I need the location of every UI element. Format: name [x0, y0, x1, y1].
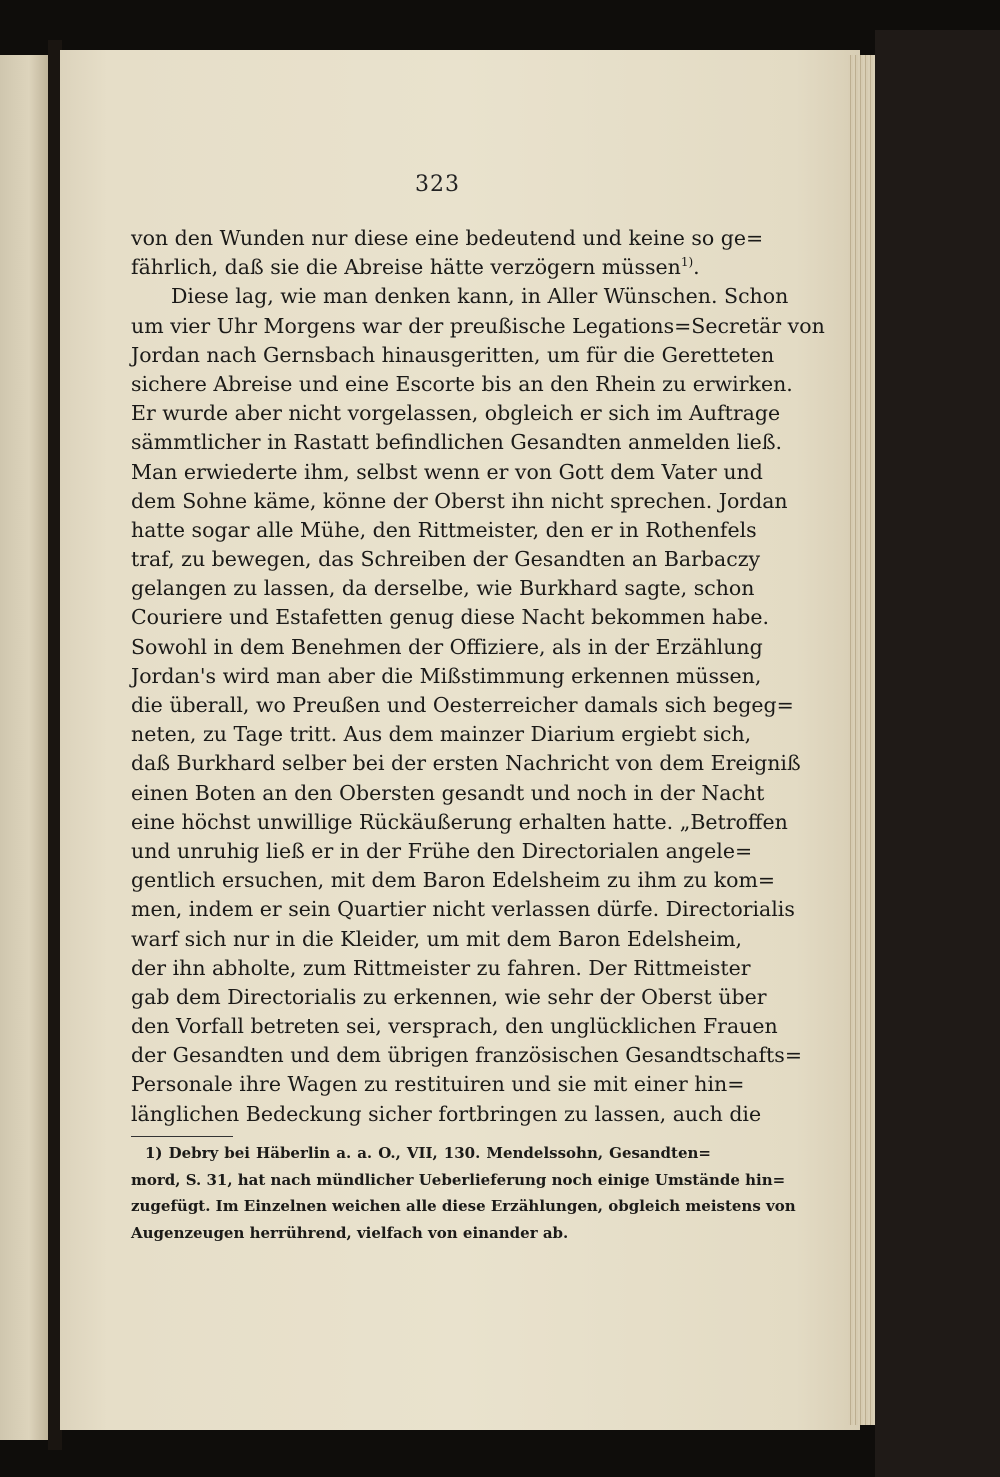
text-line: Jordan nach Gernsbach hinausgeritten, um für die Geretteten [131, 342, 775, 367]
page-number: 323 [415, 172, 460, 197]
text-line: und unruhig ließ er in der Frühe den Directorialen angele= [131, 838, 753, 863]
text-line [131, 253, 711, 282]
footnote-ref: 1) [680, 255, 694, 270]
text-line: die überall, wo Preußen und Oesterreicher damals sich begeg= [131, 693, 794, 717]
body-text [131, 224, 825, 1129]
text-line: Personale ihre Wagen zu restituiren und sie mit einer hin= [131, 1072, 745, 1097]
text-line: Couriere und Estafetten genug diese Nacht bekommen habe. [131, 605, 770, 630]
footnote-rule [131, 1136, 233, 1137]
paragraph-start-line: Diese lag, wie man denken kann, in Aller Wünschen. Schon [171, 284, 789, 309]
text-line-tail: . [693, 255, 700, 280]
text-line: men, indem er sein Quartier nicht verlassen dürfe. Directorialis [131, 897, 795, 922]
text-line: den Vorfall betreten sei, versprach, den unglücklichen Frauen [131, 1014, 778, 1039]
text-line: hatte sogar alle Mühe, den Rittmeister, den er in Rothenfels [131, 517, 757, 542]
text-line: gentlich ersuchen, mit dem Baron Edelsheim zu ihm zu kom= [131, 868, 776, 893]
text-line: Man erwiederte ihm, selbst wenn er von Gott dem Vater und [131, 459, 763, 484]
footnote-line: Augenzeugen herrührend, vielfach von einander ab. [131, 1223, 569, 1242]
footnote [131, 1140, 796, 1246]
text-line: eine höchst unwillige Rückäußerung erhalten hatte. „Betroffen [131, 809, 788, 834]
text-line: einen Boten an den Obersten gesandt und noch in der Nacht [131, 780, 765, 805]
left-page-edge [0, 55, 48, 1440]
footnote-line: mord, S. 31, hat nach mündlicher Ueberlieferung noch einige Umstände hin= [131, 1170, 786, 1189]
text-line: von den Wunden nur diese eine bedeutend und keine so ge= [131, 226, 764, 250]
text-line: neten, zu Tage tritt. Aus dem mainzer Diarium ergiebt sich, [131, 722, 752, 747]
text-line: Sowohl in dem Benehmen der Offiziere, als in der Erzählung [131, 634, 763, 659]
text-line: Er wurde aber nicht vorgelassen, obgleich er sich im Auftrage [131, 401, 781, 426]
text-line: länglichen Bedeckung sicher fortbringen zu lassen, auch die [131, 1101, 762, 1126]
text-line: der ihn abholte, zum Rittmeister zu fahren. Der Rittmeister [131, 955, 751, 980]
text-line: dem Sohne käme, könne der Oberst ihn nicht sprechen. Jordan [131, 488, 788, 513]
text-line-content: fährlich, daß sie die Abreise hätte verzögern müssen [131, 255, 681, 280]
text-line: gab dem Directorialis zu erkennen, wie sehr der Oberst über [131, 984, 767, 1009]
text-line: Jordan's wird man aber die Mißstimmung erkennen müssen, [131, 663, 762, 688]
text-line: daß Burkhard selber bei der ersten Nachricht von dem Ereigniß [131, 751, 801, 776]
footnote-line: zugefügt. Im Einzelnen weichen alle diese Erzählungen, obgleich meistens von [131, 1197, 796, 1215]
text-line: um vier Uhr Morgens war der preußische Legations=Secretär von [131, 313, 825, 338]
text-line: warf sich nur in die Kleider, um mit dem Baron Edelsheim, [131, 926, 743, 951]
text-line: gelangen zu lassen, da derselbe, wie Burkhard sagte, schon [131, 576, 755, 601]
page-stack-edge [848, 55, 878, 1425]
text-line: der Gesandten und dem übrigen französischen Gesandtschafts= [131, 1043, 802, 1068]
book-cover [875, 30, 1000, 1477]
text-line: sämmtlicher in Rastatt befindlichen Gesandten anmelden ließ. [131, 430, 783, 455]
text-line: sichere Abreise und eine Escorte bis an den Rhein zu erwirken. [131, 371, 793, 396]
text-line: traf, zu bewegen, das Schreiben der Gesandten an Barbaczy [131, 547, 761, 572]
footnote-line: 1) Debry bei Häberlin a. a. O., VII, 130. Mendelssohn, Gesandten= [145, 1144, 711, 1162]
